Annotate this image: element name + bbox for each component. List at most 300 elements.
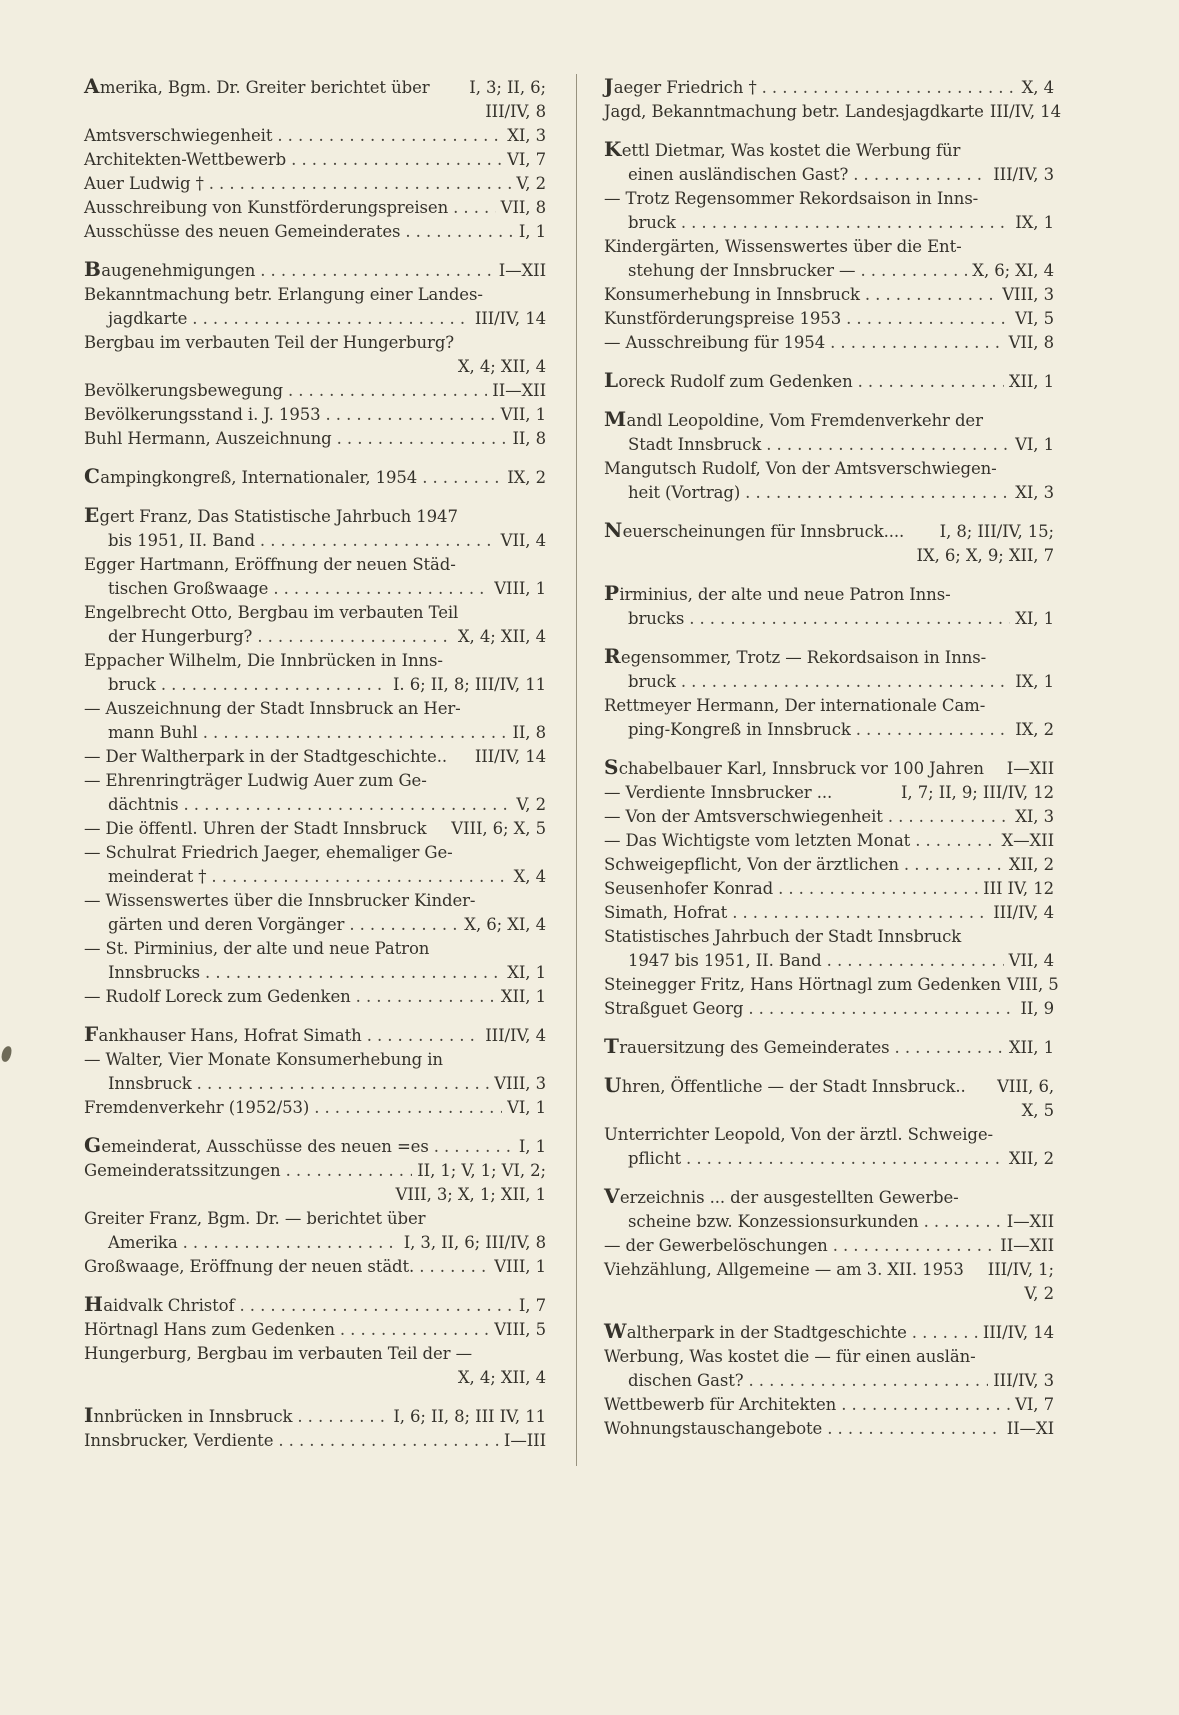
page-ref: X—XII [1001,831,1054,850]
dot-leader [367,1024,481,1048]
entry-text: bis 1951, II. Band [108,531,255,550]
entry-text: — Wissenswertes über die Innsbrucker Kinder- [84,891,476,910]
dot-leader [689,607,1010,631]
page-ref: XI, 3 [1015,483,1054,502]
index-entry [604,1123,1054,1171]
index-column [576,74,1061,1466]
index-entry [84,649,546,697]
index-line [604,433,1054,457]
page-ref: I, 7 [518,1296,546,1315]
index-entry [604,457,1054,505]
index-line [84,379,546,403]
entry-text: Straßguet Georg [604,999,744,1018]
entry-text: Seusenhofer Konrad [604,879,774,898]
entry-text: — Schulrat Friedrich Jaeger, ehemaliger Ge- [84,843,453,862]
page-ref: V, 2 [516,795,546,814]
page-ref: VII, 4 [1008,951,1054,970]
dot-leader [277,124,502,148]
index-entry [604,925,1054,973]
index-entry [84,889,546,937]
page-ref: IX, 2 [507,468,546,487]
index-entry [84,1403,546,1429]
dot-leader [856,718,1011,742]
index-line [604,607,1054,631]
dot-leader [681,211,1010,235]
index-line [84,257,546,283]
index-line [84,464,546,490]
index-line [84,793,546,817]
group-initial: T [604,1034,620,1058]
index-entry [84,1207,546,1255]
entry-text: Egert Franz, Das Statistische Jahrbuch 1947 [84,503,458,527]
entry-text: Ausschreibung von Kunstförderungspreisen [84,198,449,217]
entry-text: Bevölkerungsstand i. J. 1953 [84,405,321,424]
index-entry [84,745,546,769]
index-line [84,283,546,307]
index-group [604,137,1054,355]
group-initial: N [604,518,623,542]
dot-leader [273,577,489,601]
page-ref: II—XI [1006,1419,1054,1438]
index-entry [84,1048,546,1096]
index-entry [84,1429,546,1453]
page-ref: III/IV, 14 [474,747,546,766]
index-entry [604,1034,1054,1060]
page-ref: X, 4; XII, 4 [457,1368,546,1387]
dot-leader [748,1369,988,1393]
dot-leader [340,1318,489,1342]
index-line [84,124,546,148]
index-entry [84,985,546,1009]
entry-text: meinderat † [108,867,207,886]
index-line [604,781,1054,805]
dot-leader [257,625,453,649]
entry-text: Engelbrecht Otto, Bergbau im verbauten Teil [84,603,459,622]
page-ref: VIII, 5 [1006,975,1059,994]
page-ref: I—XII [1006,1212,1054,1231]
entry-text: dächtnis [108,795,179,814]
index-line [84,721,546,745]
entry-text: Kindergärten, Wissenswertes über die Ent- [604,237,962,256]
entry-text: — Walter, Vier Monate Konsumerhebung in [84,1050,443,1069]
page-ref: IX, 2 [1015,720,1054,739]
entry-text: Baugenehmigungen [84,257,256,281]
dot-leader [419,1255,489,1279]
index-entry [84,817,546,841]
index-entry [604,877,1054,901]
dot-leader [288,379,487,403]
dot-leader [858,370,1004,394]
index-line [84,625,546,649]
index-line [84,1231,546,1255]
entry-text: — St. Pirminius, der alte und neue Patron [84,939,430,958]
index-line [84,697,546,721]
entry-text: Simath, Hofrat [604,903,728,922]
dot-leader [278,1429,499,1453]
dot-leader [745,481,1010,505]
index-line [84,529,546,553]
index-group [84,1292,546,1390]
page-ref: I—XII [498,261,546,280]
index-line [84,673,546,697]
entry-text: Kunstförderungspreise 1953 [604,309,842,328]
page-ref: X, 4 [1021,78,1054,97]
index-group [604,368,1054,394]
index-entry [604,368,1054,394]
index-group [84,74,546,244]
page-ref: VIII, 3 [494,1074,546,1093]
entry-text: Pirminius, der alte und neue Patron Inns- [604,581,951,605]
index-entry [604,100,1061,124]
entry-text: Jagd, Bekanntmachung betr. Landesjagdkarte [604,102,984,121]
index-entry [604,1184,1054,1234]
entry-text: jagdkarte [108,309,188,328]
index-line [84,865,546,889]
dot-leader [748,997,1015,1021]
dot-leader [260,529,496,553]
dot-leader [904,853,1004,877]
index-line [84,503,546,529]
index-line [84,427,546,451]
index-line [604,1417,1054,1441]
entry-text: Bergbau im verbauten Teil der Hungerburg? [84,333,455,352]
page-ref: VIII, 6; X, 5 [451,819,546,838]
index-entry [604,581,1054,631]
index-entry [84,503,546,553]
index-line [84,961,546,985]
index-line [604,805,1054,829]
page-ref: III/IV, 4 [993,903,1054,922]
dot-leader [830,331,1004,355]
group-initial: S [604,755,619,779]
index-group [604,644,1054,742]
page-ref: VII, 8 [500,198,546,217]
entry-text: Schabelbauer Karl, Innsbruck vor 100 Jahren [604,755,984,779]
dot-leader [183,1231,399,1255]
page-ref: III/IV, 14 [982,1323,1054,1342]
entry-text: — Die öffentl. Uhren der Stadt Innsbruck [84,819,427,838]
entry-text: Campingkongreß, Internationaler, 1954 [84,464,418,488]
page-ref: II, 9 [1020,999,1054,1018]
entry-text: Wettbewerb für Architekten [604,1395,837,1414]
index-entry [604,1234,1054,1258]
dot-leader [865,283,997,307]
entry-text: ping-Kongreß in Innsbruck [628,720,851,739]
dot-leader [326,403,496,427]
index-line [604,877,1054,901]
page-ref: I, 3; II, 6; [469,78,546,97]
page-ref: III/IV, 1; [987,1260,1054,1279]
entry-text: Waltherpark in der Stadtgeschichte [604,1319,907,1343]
index-line [604,137,1054,163]
index-line [84,1048,546,1072]
index-line [604,997,1054,1021]
index-line [604,1184,1054,1210]
dot-leader [453,196,496,220]
dot-leader [924,1210,1002,1234]
page-ref: VI, 1 [507,1098,546,1117]
index-entry [84,196,546,220]
page-ref: XI, 1 [507,963,546,982]
index-line [84,331,546,355]
index-line [604,259,1054,283]
index-entry [604,829,1054,853]
index-entry [84,1159,546,1207]
entry-text: Fremdenverkehr (1952/53) [84,1098,310,1117]
index-line [604,1073,1054,1099]
group-initial: P [604,581,620,605]
dot-leader [197,1072,490,1096]
index-line [84,1403,546,1429]
page-ref: II—XII [1000,1236,1054,1255]
index-line [604,1099,1054,1123]
entry-text: heit (Vortrag) [628,483,741,502]
index-group [604,1073,1054,1171]
index-entry [84,427,546,451]
page-ref: X, 4; XII, 4 [457,357,546,376]
index-entry [84,553,546,601]
index-entry [84,403,546,427]
index-entry [84,1342,546,1390]
index-line [84,220,546,244]
index-group [84,1403,546,1453]
index-entry [84,937,546,985]
index-line [84,937,546,961]
dot-leader [732,901,988,925]
entry-text: Hörtnagl Hans zum Gedenken [84,1320,335,1339]
index-entry [604,1258,1054,1306]
index-line [84,196,546,220]
page-ref: VII, 4 [500,531,546,550]
index-line [84,601,546,625]
dot-leader [240,1294,514,1318]
entry-text: brucks [628,609,685,628]
page-ref: I, 7; II, 9; III/IV, 12 [901,783,1054,802]
entry-text: Amerika [108,1233,178,1252]
page-ref: II—XII [492,381,546,400]
index-line [604,581,1054,607]
index-entry [84,1292,546,1318]
page-ref: I—III [503,1431,546,1450]
index-entry [84,74,546,124]
index-line [84,148,546,172]
index-entry [604,973,1059,997]
entry-text: Innbrücken in Innsbruck [84,1403,293,1427]
index-entry [604,1073,1054,1123]
index-line [604,1258,1054,1282]
group-initial: I [84,1403,94,1427]
index-line [84,913,546,937]
page-ref: III/IV, 3 [993,165,1054,184]
dot-leader [183,793,511,817]
index-line [604,283,1054,307]
page-ref: VII, 8 [1008,333,1054,352]
index-entry [604,1393,1054,1417]
index-line [604,368,1054,394]
page-ref: I. 6; II, 8; III/IV, 11 [393,675,546,694]
page-ref: VIII, 5 [494,1320,546,1339]
page-ref: XI, 3 [1015,807,1054,826]
page-ref: XII, 1 [500,987,546,1006]
entry-text: Werbung, Was kostet die — für einen auslän- [604,1347,976,1366]
dot-leader [846,307,1010,331]
entry-text: — der Gewerbelöschungen [604,1236,828,1255]
group-initial: J [604,74,614,98]
index-line [84,577,546,601]
index-line [84,100,546,124]
index-line [604,187,1054,211]
page-ref: III/IV, 4 [485,1026,546,1045]
index-entry [84,257,546,283]
index-entry [604,853,1054,877]
page-ref: XII, 1 [1008,1038,1054,1057]
page-ref: X, 5 [1021,1101,1054,1120]
index-line [604,457,1054,481]
index-line [84,1022,546,1048]
page-ref: VI, 1 [1015,435,1054,454]
index-entry [604,1345,1054,1393]
index-line [604,1210,1054,1234]
page-ref: VIII, 1 [494,579,546,598]
index-line [604,1345,1054,1369]
entry-text: — Rudolf Loreck zum Gedenken [84,987,351,1006]
entry-text: Wohnungstauschangebote [604,1419,823,1438]
index-line [84,1255,546,1279]
entry-text: Loreck Rudolf zum Gedenken [604,368,853,392]
index-line [604,1393,1054,1417]
group-initial: V [604,1184,620,1208]
dot-leader [349,913,459,937]
index-entry [604,805,1054,829]
page-ref: X, 6; XI, 4 [464,915,546,934]
index-entry [84,1133,546,1159]
index-entry [604,644,1054,694]
index-line [604,307,1054,331]
index-line [84,1096,546,1120]
dot-leader [915,829,996,853]
index-entry [604,331,1054,355]
dot-leader [888,805,1010,829]
dot-leader [161,673,388,697]
index-line [604,973,1059,997]
entry-text: Jaeger Friedrich † [604,74,757,98]
dot-leader [841,1393,1010,1417]
index-line [604,1034,1054,1060]
page-ref: XI, 3 [507,126,546,145]
entry-text: Innsbruck [108,1074,192,1093]
dot-leader [192,307,470,331]
index-entry [604,518,1054,568]
dot-leader [766,433,1010,457]
index-line [84,1429,546,1453]
page-ref: I, 6; II, 8; III IV, 11 [393,1407,546,1426]
index-line [604,1369,1054,1393]
entry-text: — Der Waltherpark in der Stadtgeschichte.. [84,747,448,766]
index-line [84,74,546,100]
group-initial: K [604,137,622,161]
dot-leader [895,1036,1004,1060]
index-line [604,1123,1054,1147]
entry-text: Greiter Franz, Bgm. Dr. — berichtet über [84,1209,426,1228]
index-entry [84,1096,546,1120]
page-ref: IX, 1 [1015,213,1054,232]
page-ref: III/IV, 8 [485,102,546,121]
page-ref: X, 4; XII, 4 [457,627,546,646]
entry-text: Bekanntmachung betr. Erlangung einer Landes- [84,285,483,304]
index-entry [604,901,1054,925]
entry-text: scheine bzw. Konzessionsurkunden [628,1212,919,1231]
index-line [604,100,1061,124]
group-initial: E [84,503,100,527]
dot-leader [405,220,514,244]
page-ref: I—XII [1006,759,1054,778]
index-line [84,1207,546,1231]
index-entry [604,137,1054,187]
index-entry [84,331,546,379]
index-line [84,355,546,379]
entry-text: Haidvalk Christof [84,1292,235,1316]
entry-text: Mandl Leopoldine, Vom Fremdenverkehr der [604,407,983,431]
entry-text: Rettmeyer Hermann, Der internationale Cam- [604,696,986,715]
dot-leader [762,76,1017,100]
dot-leader [314,1096,502,1120]
dot-leader [778,877,978,901]
entry-text: einen ausländischen Gast? [628,165,849,184]
index-entry [84,148,546,172]
dot-leader [434,1135,514,1159]
page-ref: IX, 6; X, 9; XII, 7 [916,546,1054,565]
index-line [84,817,546,841]
group-initial: F [84,1022,99,1046]
group-initial: A [84,74,100,98]
index-line [604,718,1054,742]
index-line [84,1159,546,1183]
entry-text: Egger Hartmann, Eröffnung der neuen Städ- [84,555,456,574]
dot-leader [827,1417,1001,1441]
entry-text: dischen Gast? [628,1371,744,1390]
entry-text: Ausschüsse des neuen Gemeinderates [84,222,401,241]
dot-leader [286,1159,413,1183]
page-ref: VI, 5 [1015,309,1054,328]
group-initial: C [84,464,101,488]
index-entry [604,407,1054,457]
index-line [604,853,1054,877]
entry-text: gärten und deren Vorgänger [108,915,345,934]
page-ref: I, 8; III/IV, 15; [939,522,1054,541]
entry-text: 1947 bis 1951, II. Band [628,951,822,970]
index-line [84,1183,546,1207]
entry-text: bruck [628,213,676,232]
index-entry [84,464,546,490]
index-group [84,1133,546,1279]
index-line [604,925,1054,949]
page-ref: VIII, 1 [494,1257,546,1276]
dot-leader [912,1321,978,1345]
entry-text: Hungerburg, Bergbau im verbauten Teil der — [84,1344,472,1363]
dot-leader [203,721,508,745]
entry-text: Neuerscheinungen für Innsbruck.... [604,518,905,542]
index-line [604,901,1054,925]
entry-text: Gemeinderat, Ausschüsse des neuen =es [84,1133,429,1157]
index-group [604,581,1054,631]
entry-text: Schweigepflicht, Von der ärztlichen [604,855,899,874]
index-line [84,889,546,913]
entry-text: Innsbrucks [108,963,201,982]
index-entry [84,220,546,244]
page-ref: I, 3, II, 6; III/IV, 8 [403,1233,546,1252]
index-group [604,518,1054,568]
page-ref: VI, 7 [507,150,546,169]
